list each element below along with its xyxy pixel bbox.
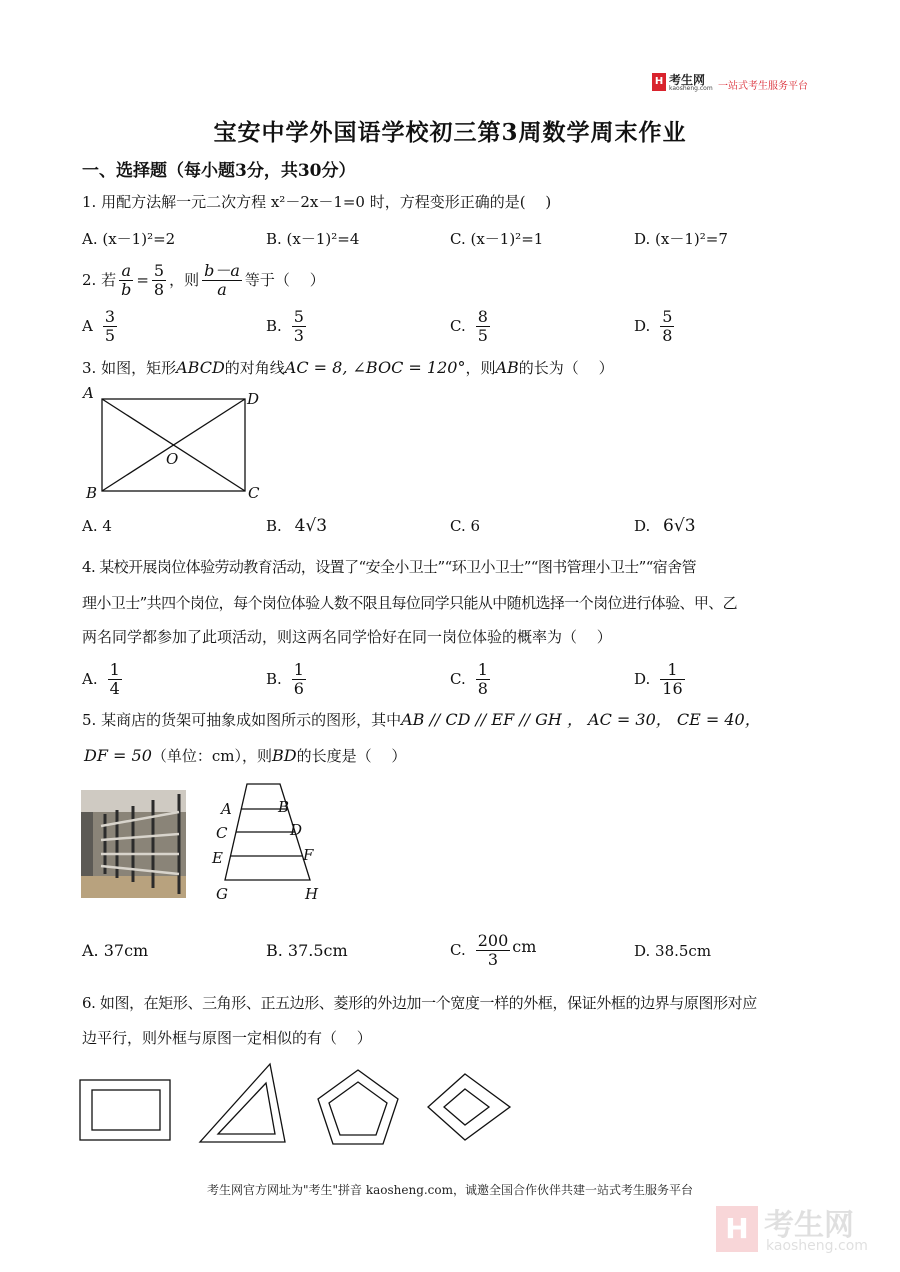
q2-option-a	[82, 305, 117, 347]
option-value: 4√3	[294, 516, 328, 536]
q4-line-3: 两名同学都参加了此项活动，则这两名同学恰好在同一岗位体验的概率为（ ）	[82, 628, 612, 646]
photo-wall	[81, 812, 93, 876]
q4-option-a	[82, 657, 122, 701]
frac-den: 5	[477, 325, 488, 345]
label-h: H	[305, 885, 319, 903]
q2-mid: ，则	[169, 271, 200, 289]
q5-option-d: D. 38.5cm	[634, 942, 712, 960]
option-fraction	[292, 661, 306, 698]
label-f: F	[303, 846, 314, 864]
frac-num: 200	[477, 930, 509, 950]
frac-den: 6	[293, 678, 304, 698]
q2-equals: =	[136, 271, 149, 289]
frac-den: 16	[662, 678, 683, 698]
frac-num: 1	[109, 659, 120, 679]
frac-den: 8	[662, 325, 673, 345]
q2-option-d	[634, 305, 674, 347]
option-value	[476, 932, 537, 969]
label-g: G	[216, 885, 228, 903]
q1-option-b: B. (x－1)²=4	[266, 230, 360, 248]
watermark-domain: kaosheng.com	[766, 1238, 868, 1254]
label-a: A	[83, 384, 94, 402]
label-b: B	[86, 484, 98, 502]
q2-suffix: 等于（ ）	[244, 271, 325, 289]
q3-rectangle-figure	[80, 384, 270, 506]
option-label: B.	[266, 670, 282, 688]
q4-option-d	[634, 657, 685, 701]
q3-text: 的对角线	[224, 359, 285, 377]
option-fraction	[476, 308, 490, 345]
watermark-mark: H	[716, 1206, 758, 1252]
option-fraction	[660, 308, 674, 345]
q2-prefix: 2. 若	[82, 271, 117, 289]
frac-num: 5	[662, 306, 673, 326]
q5-condition: DF = 50	[84, 746, 152, 765]
option-value: 6√3	[663, 516, 696, 536]
q5-option-c	[450, 926, 536, 974]
option-label: D.	[634, 670, 651, 688]
unit-label: cm	[512, 937, 537, 956]
frac-num: 1	[667, 659, 678, 679]
q5-segment: BD	[272, 746, 297, 765]
option-label: C.	[450, 317, 466, 335]
footer-text: 考生网官方网址为"考生"拼音 kaosheng.com，诚邀全国合作伙伴共建一站式考生服务平台	[206, 1183, 694, 1197]
frac-num: 5	[293, 306, 304, 326]
framed-pentagon	[318, 1070, 398, 1144]
label-d: D	[247, 390, 260, 408]
q4-line-1: 4. 某校开展岗位体验劳动教育活动，设置了“安全小卫士”“环卫小卫士”“图书管理小卫士”“宿舍管	[82, 558, 696, 576]
q3-condition: AC = 8, ∠BOC = 120°	[284, 358, 466, 377]
logo-mark: H	[652, 73, 666, 91]
q3-stem	[82, 358, 614, 378]
q5-line-2	[84, 746, 406, 766]
q2-option-c	[450, 305, 490, 347]
q5-option-a: A. 37cm	[82, 941, 149, 960]
option-fraction	[103, 308, 117, 345]
q5-text: 的长度是（ ）	[296, 747, 407, 765]
page-title: 宝安中学外国语学校初三第3周数学周末作业	[213, 119, 687, 146]
frac-num: 3	[104, 306, 116, 326]
section-heading: 一、选择题（每小题3分，共30分）	[82, 161, 356, 181]
q3-option-a: A. 4	[82, 517, 112, 535]
option-fraction	[660, 661, 684, 698]
q3-text: 的长为（ ）	[518, 359, 614, 377]
option-fraction	[476, 932, 511, 969]
q5-shelf-figure	[208, 776, 328, 904]
logo-text: 考生网	[669, 73, 706, 87]
option-label: A	[82, 317, 93, 335]
label-a: A	[221, 800, 232, 818]
q5-text: 5. 某商店的货架可抽象成如图所示的图形，其中	[82, 711, 402, 729]
option-label: D.	[634, 517, 651, 535]
frac-den: 4	[109, 678, 120, 698]
q3-option-d	[634, 516, 696, 536]
q2-frac-num: b－a	[204, 260, 240, 280]
option-fraction	[476, 661, 490, 698]
q3-segment: AB	[495, 358, 519, 377]
label-c: C	[248, 484, 260, 502]
framed-rectangle	[80, 1080, 170, 1140]
option-label: A.	[82, 670, 98, 688]
frac-num: 1	[477, 659, 488, 679]
framed-rhombus	[428, 1074, 510, 1140]
frac-den: 8	[477, 678, 488, 698]
frac-num: 1	[293, 659, 304, 679]
q2-frac-num: 5	[153, 260, 165, 280]
q3-option-c: C. 6	[450, 517, 481, 535]
q3-text: ，则	[465, 359, 496, 377]
option-label: B.	[266, 517, 282, 535]
q5-option-b: B. 37.5cm	[266, 941, 348, 960]
label-e: E	[212, 849, 223, 867]
watermark	[716, 1198, 886, 1258]
q2-stem	[82, 258, 325, 302]
option-label: C.	[450, 670, 466, 688]
frac-den: 3	[293, 325, 304, 345]
option-label: D.	[634, 317, 651, 335]
q2-frac-num: a	[121, 260, 131, 280]
label-o: O	[166, 450, 179, 468]
framed-triangle	[200, 1064, 285, 1142]
label-c: C	[216, 824, 228, 842]
option-fraction	[292, 308, 306, 345]
q2-option-b	[266, 305, 306, 347]
q6-line-2: 边平行，则外框与原图一定相似的有（ ）	[82, 1029, 372, 1047]
q3-rect-name: ABCD	[176, 358, 225, 377]
q1-option-d: D. (x－1)²=7	[634, 230, 728, 248]
option-fraction	[108, 661, 122, 698]
q5-text: （单位：cm），则	[151, 747, 273, 765]
q2-fraction-58	[152, 262, 166, 299]
q2-frac-den: b	[121, 279, 132, 299]
frac-num: 8	[477, 306, 488, 326]
q2-frac-den: a	[202, 280, 242, 299]
q5-line-1	[82, 710, 761, 730]
q3-option-b	[266, 516, 327, 536]
q2-fraction-target	[202, 262, 242, 299]
label-d: D	[290, 821, 303, 839]
q5-condition: AB // CD // EF // GH ， AC = 30， CE = 40，	[401, 710, 761, 729]
option-label: B.	[266, 317, 282, 335]
frac-den: 5	[104, 325, 116, 345]
q6-line-1: 6. 如图，在矩形、三角形、正五边形、菱形的外边加一个宽度一样的外框，保证外框的边界与原图形对应	[82, 994, 757, 1012]
q4-option-b	[266, 657, 306, 701]
frac-den: 3	[476, 950, 511, 969]
q6-shapes-figure	[76, 1062, 516, 1148]
q4-option-c	[450, 657, 490, 701]
shelf-photo	[81, 790, 186, 898]
logo-domain: kaosheng.com	[669, 85, 713, 92]
q4-line-2: 理小卫士”共四个岗位，每个岗位体验人数不限且每位同学只能从中随机选择一个岗位进行体验、甲、乙	[82, 594, 738, 612]
q3-text: 3. 如图，矩形	[82, 359, 177, 377]
q1-stem: 1. 用配方法解一元二次方程 x²－2x－1=0 时，方程变形正确的是( )	[82, 193, 552, 211]
header-logo	[652, 72, 822, 94]
q1-option-a: A. (x－1)²=2	[82, 230, 176, 248]
q2-fraction-ab	[119, 262, 133, 299]
option-label: C.	[450, 941, 466, 959]
label-b: B	[278, 798, 290, 816]
header-slogan: 一站式考生服务平台	[718, 81, 808, 92]
q2-frac-den: 8	[153, 279, 165, 299]
q1-option-c: C. (x－1)²=1	[450, 230, 544, 248]
watermark-text: 考生网	[764, 1208, 854, 1243]
